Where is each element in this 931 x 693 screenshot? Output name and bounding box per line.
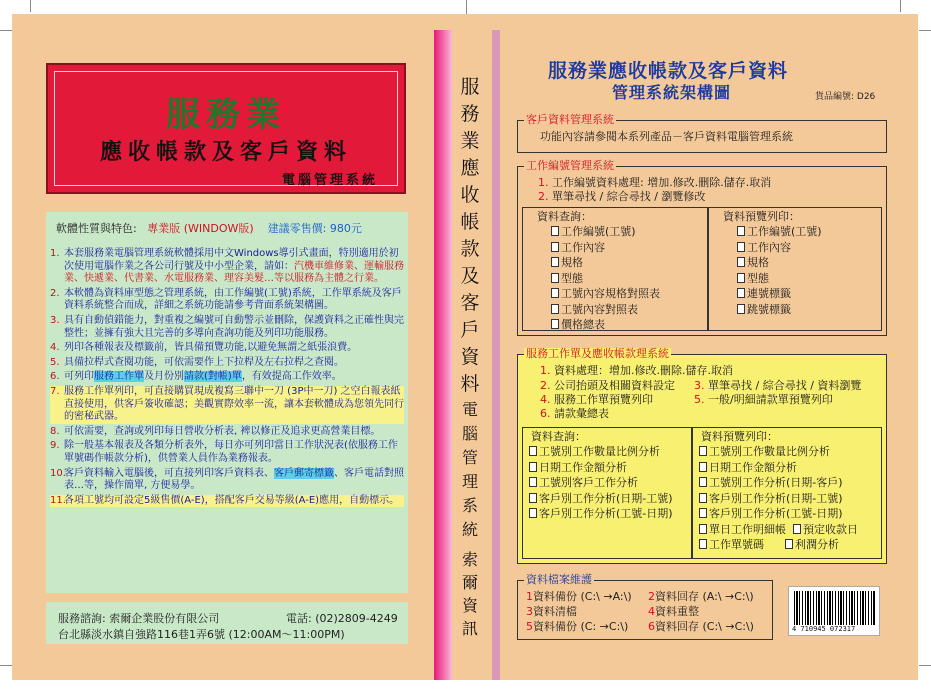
system-title: 服務業應收帳款及客戶資料 [548,60,789,82]
work-query-box [522,427,692,559]
list-item: 工作編號(工號) [551,224,660,240]
file-item: 3資料清檔 [526,605,577,618]
document-icon [699,524,707,534]
document-icon [551,304,559,314]
document-icon [529,446,537,456]
query-list [551,224,660,333]
work-order-section [517,347,887,564]
list-item: 客戶別工作分析(日期-工號) [699,491,858,507]
list-item: 9. 除一般基本報表及各類分析表外，每日亦可列印當日工作狀況表(依服務工作單號碼作帳款分析)，供營業人員作為業務報表。 [50,440,398,464]
list-item: 工作單號碼 利潤分析 [699,537,858,553]
list-item: 客戶別工作分析(工號-日期) [529,506,673,522]
document-icon [699,462,707,472]
list-item: 日期工作金額分析 [529,460,673,476]
file-maintenance-section [517,573,773,640]
spine-subtitle: 電 腦 管 理 系 統 [461,400,478,539]
document-icon [551,273,559,283]
list-item: 7. 服務工作單列印，可直接購買現成複寫三聯中一刀 (3P中一刀) 之空白報表紙直接使用，供客戶簽收確認；美觀實際效率一流，讓本套軟體成為您領先同行的密秘武器。 [50,385,404,423]
document-icon [793,524,801,534]
title-banner [46,63,406,194]
list-item: 2. 本軟體為資料庫型態之管理系統，由工作編號(工號)系統，工作單系統及客戶資料系統整合而成，詳細之系統功能請參考背面系統架構圖。 [50,287,402,312]
document-icon [699,539,707,549]
list-item: 工號別工作數量比例分析 [529,444,673,460]
list-item: 工號別工作分析(日期-客戶) [699,475,858,491]
document-icon [737,257,745,267]
section-text: 功能內容請參閱本系列產品－客戶資料電腦管理系統 [540,130,793,143]
list-item: 8. 可依需要，查詢或列印每日營收分析表, 裨以修正及追求更高營業目標。 [50,425,381,437]
section-title: 資料檔案維護 [526,573,592,586]
crop-mark [900,0,901,12]
list-item: 3. 具有自動偵錯能力，對重複之編號可自動警示並刪除，保護資料之正確性與完整性；並擁有強大且完善的多導向查詢功能及列印功能服務。 [50,314,404,339]
work-preview-box [692,427,882,559]
file-item: 1資料備份 (C:\ →A:\) [526,590,632,603]
job-preview-box [708,207,882,331]
document-icon [699,477,707,487]
job-query-box [522,207,708,331]
barcode-number: 4 710945 072317 [792,625,856,633]
list-item: 11. 各項工號均可設定5級售價(A-E)，搭配客戶交易等級(A-E)應用，自動標示。 [50,495,404,508]
title-big: 服務業 [166,95,286,135]
file-item: 6資料回存 (C:\ →C:\) [648,620,754,633]
section-title: 服務工作單及應收帳款理系統 [526,347,669,360]
barcode [788,586,880,636]
list-item: 客戶別工作分析(工號-日期) [699,506,858,522]
list-item: 工號內容對照表 [551,302,660,318]
document-icon [551,319,559,329]
document-icon [737,304,745,314]
preview-title: 資料預覽列印： [701,430,778,443]
crop-mark [466,0,467,14]
list-item: 工作編號(工號) [737,224,822,240]
list-item: 型態 [737,271,822,287]
crop-mark [919,665,931,666]
system-subtitle: 管理系統架構圖 [612,83,732,102]
spine-brand: 索 爾 資 訊 [461,550,478,638]
work-item-1: 1. 資料處理：增加.修改.刪除.儲存.取消 [540,364,733,377]
spine-stripe [434,30,452,680]
document-icon [699,446,707,456]
document-icon [737,288,745,298]
features-header [56,220,362,236]
document-icon [699,508,707,518]
preview-title: 資料預覽列印： [723,210,800,223]
list-item: 規格 [551,255,660,271]
list-item: 跳號標籤 [737,302,822,318]
list-item: 型態 [551,271,660,287]
query-title: 資料查詢： [531,430,586,443]
list-item: 工號別工作數量比例分析 [699,444,858,460]
document-icon [551,288,559,298]
spine [434,30,500,680]
contact-box [46,602,408,644]
contact-address: 台北縣淡水鎮自強路116巷1弄6號 (12:00AM～11:00PM) [58,628,345,641]
job-number-section [517,159,887,336]
query-title: 資料查詢： [537,210,592,223]
document-icon [529,493,537,503]
file-item: 2資料回存 (A:\ →C:\) [648,590,754,603]
work-item-2: 2. 公司抬頭及相關資料設定 [540,379,675,392]
list-item: 單日工作明細帳 預定收款日 [699,522,858,538]
work-item-5: 5. 一般/明細請款單預覽列印 [694,393,833,406]
document-icon [529,508,537,518]
features-list [50,248,404,509]
work-item-3: 3. 單筆尋找 / 綜合尋找 / 資料瀏覽 [694,379,862,392]
spine-stripe-right [492,30,500,680]
price-label: 建議零售價: 980元 [267,222,362,235]
document-icon [699,493,707,503]
list-item: 4. 列印各種報表及標籤前，皆具備預覽功能,以避免無謂之紙張浪費。 [50,342,358,354]
query-list [529,444,673,522]
document-icon [529,462,537,472]
crop-mark [0,30,12,31]
list-item: 10. 客戶資料輸入電腦後，可直接列印客戶資料表、客戶郵寄標籤、客戶電話對照表…等，操作簡單, 方便易學。 [50,467,404,492]
title-mid: 應收帳款及客戶資料 [99,139,352,165]
job-line-1: 1. 工作編號資料處理: 增加.修改.刪除.儲存.取消 [538,176,772,189]
work-item-4: 4. 服務工作單預覽列印 [540,393,653,406]
list-item: 工作內容 [551,240,660,256]
list-item: 日期工作金額分析 [699,460,858,476]
list-item: 6. 可列印服務工作單及月份別請款(對帳)單，有效提高工作效率。 [50,371,342,383]
document-icon [551,242,559,252]
document-icon [737,226,745,236]
document-icon [529,477,537,487]
document-icon [551,226,559,236]
title-small: 電腦管理系統 [281,173,378,188]
list-item: 5. 具備拉桿式查閱功能，可依需要作上下拉桿及左右拉桿之查閱。 [50,356,344,368]
list-item: 價格總表 [551,317,660,333]
section-title: 客戶資料管理系統 [526,113,614,126]
barcode-bars [794,591,876,625]
product-code: 貨品編號: D26 [815,92,876,102]
document-icon [737,242,745,252]
document-icon [737,273,745,283]
list-item: 1. 本套服務業電腦管理系統軟體採用中文Windows導引式畫面，特別適用於初次使用電腦作業之各公司行號及中小型企業，請如：汽機車維修業、運輸服務業、快遞業、代書業、水電服務業、理容美髮…等以服務為主體之行業。 [50,248,404,285]
features-label: 軟體性質與特色: [56,222,137,235]
list-item: 工作內容 [737,240,822,256]
contact-company: 服務諮詢: 索爾企業股份有限公司 [58,612,220,625]
contact-phone: 電話: (02)2809-4249 [286,612,398,625]
list-item: 工號別客戶工作分析 [529,475,673,491]
crop-mark [0,665,12,666]
section-title: 工作編號管理系統 [526,159,614,172]
edition-label: 專業版 (WINDOW版) [147,222,254,235]
customer-section [517,113,887,153]
preview-list [699,444,858,553]
document-icon [551,257,559,267]
list-item: 規格 [737,255,822,271]
list-item: 連號標籤 [737,286,822,302]
crop-mark [30,0,31,12]
preview-list [737,224,822,317]
job-line-2: 2. 單筆尋找 / 綜合尋找 / 瀏覽修改 [538,190,706,203]
document-icon [785,539,793,549]
list-item: 工號內容規格對照表 [551,286,660,302]
work-item-6: 6. 請款彙總表 [540,407,609,420]
file-item: 5資料備份 (C: →C:\) [526,620,629,633]
features-panel [46,212,408,593]
crop-mark [919,30,931,31]
list-item: 客戶別工作分析(日期-工號) [529,491,673,507]
file-item: 4資料重整 [648,605,699,618]
spine-title: 服 務 業 應 收 帳 款 及 客 戶 資 料 [460,76,480,395]
